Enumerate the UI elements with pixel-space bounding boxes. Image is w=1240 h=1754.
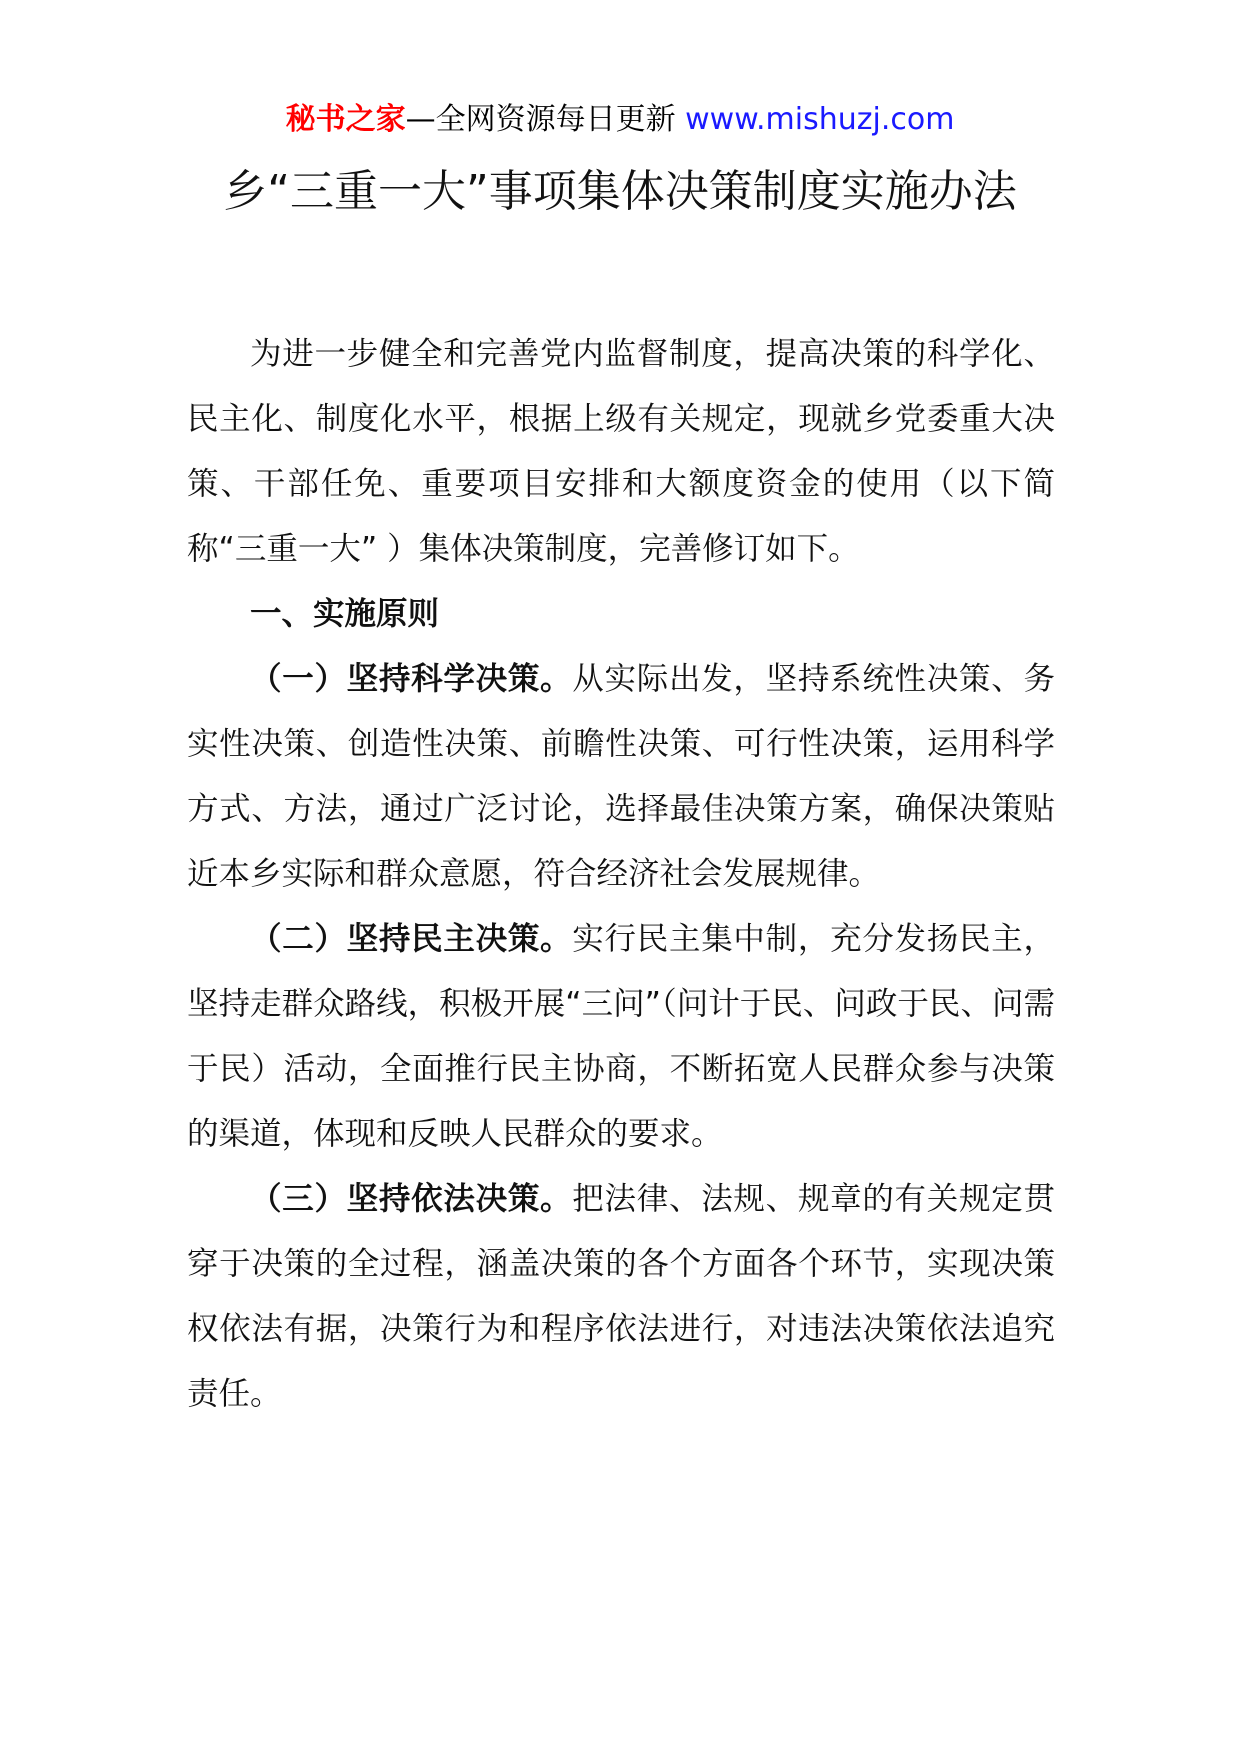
document-title: 乡“三重一大”事项集体决策制度实施办法: [223, 166, 1017, 217]
principle-text: 实行民主集中制，充分发扬民主，坚持走群众路线，积极开展“三问”（问计于民、问政于民、问需于民）活动，全面推行民主协商，不断拓宽人民群众参与决策的渠道，体现和反映人民群众的要求。: [187, 921, 1055, 1152]
principle-text: 从实际出发，坚持系统性决策、务实性决策、创造性决策、前瞻性决策、可行性决策，运用科学方式、方法，通过广泛讨论，选择最佳决策方案，确保决策贴近本乡实际和群众意愿，符合经济社会发展规律。: [187, 661, 1055, 892]
principle-paragraph: [187, 907, 1055, 1167]
principle-text: 把法律、法规、规章的有关规定贯穿于决策的全过程，涵盖决策的各个方面各个环节，实现决策权依法有据，决策行为和程序依法进行，对违法决策依法追究责任。: [187, 1181, 1055, 1412]
principle-paragraph: [187, 647, 1055, 907]
principle-lead: （一）坚持科学决策。: [250, 661, 573, 697]
brand-name: 秘书之家: [285, 102, 406, 137]
principle-paragraph: [187, 1167, 1055, 1427]
principle-lead: （三）坚持依法决策。: [250, 1181, 573, 1217]
header-slogan: —全网资源每日更新: [405, 102, 686, 137]
site-url-link[interactable]: www.mishuzj.com: [685, 102, 955, 137]
principle-lead: （二）坚持民主决策。: [250, 921, 573, 957]
document-body: [187, 322, 1055, 1427]
section-heading: 一、实施原则: [250, 596, 440, 632]
site-header: [0, 100, 1240, 140]
intro-paragraph: 为进一步健全和完善党内监督制度，提高决策的科学化、民主化、制度化水平，根据上级有关规定，现就乡党委重大决策、干部任免、重要项目安排和大额度资金的使用（以下简称“三重一大” ）集体决策制度，完善修订如下。: [187, 336, 1055, 567]
